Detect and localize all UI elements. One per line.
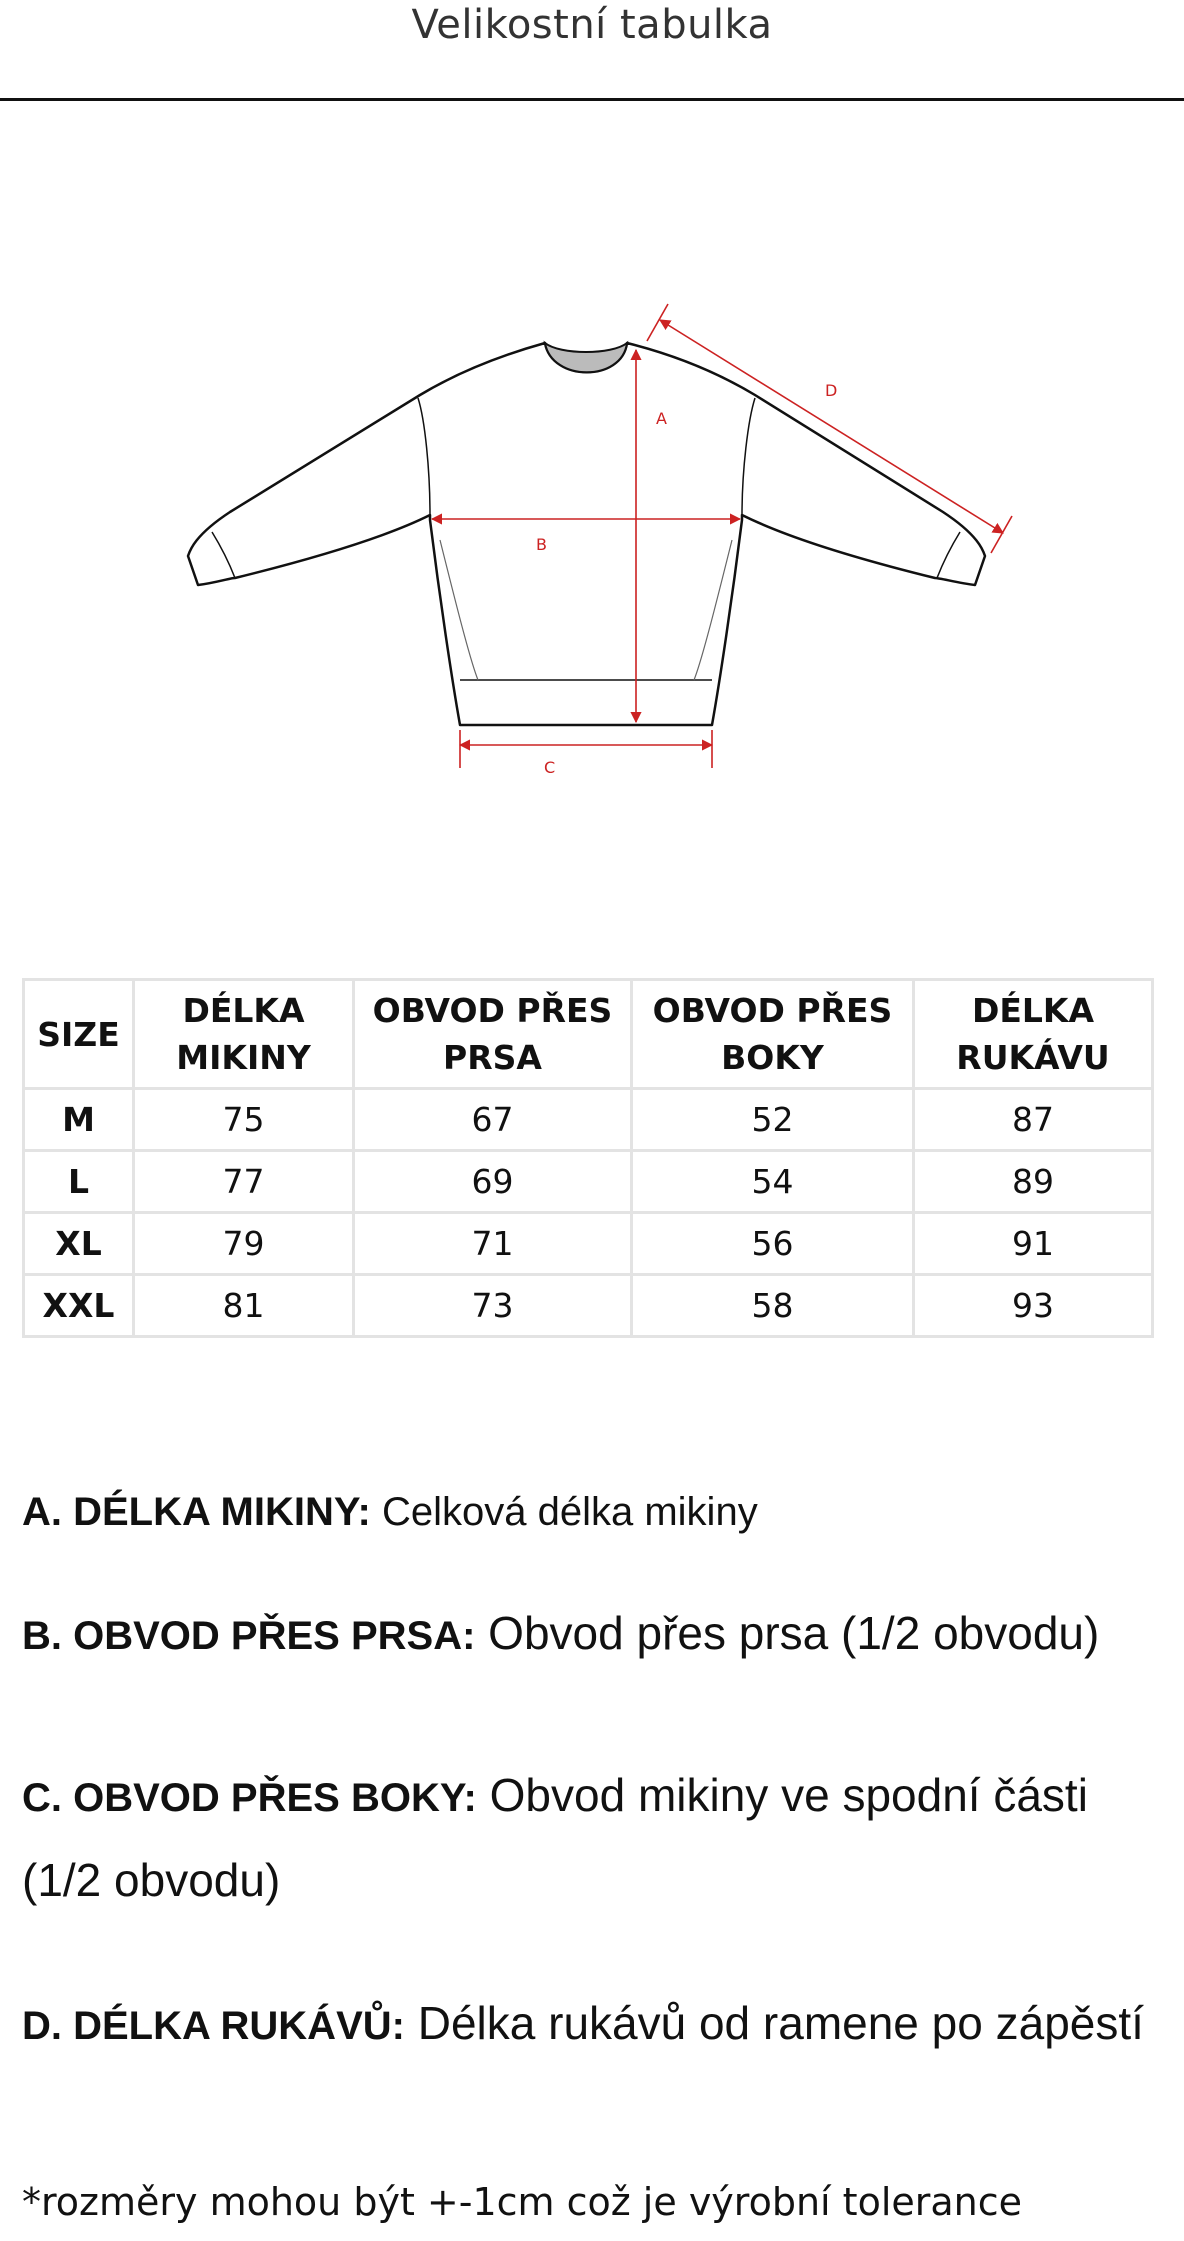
label-d: D (825, 381, 838, 400)
table-row (24, 1213, 1153, 1275)
label-c: C (544, 758, 556, 777)
measurement-lines (432, 304, 1012, 768)
header-size: SIZE (24, 980, 134, 1089)
table-cell: 67 (354, 1089, 632, 1151)
table-cell: 71 (354, 1213, 632, 1275)
table-row (24, 1151, 1153, 1213)
header (0, 0, 1184, 101)
definition-d-label: D. DÉLKA RUKÁVŮ: (22, 2004, 405, 2048)
definition-c-text: Obvod mikiny ve spodní části (1/2 obvodu) (22, 1769, 1088, 1906)
table-cell: 58 (632, 1275, 914, 1337)
sweatshirt-diagram (170, 290, 1020, 790)
table-cell: 54 (632, 1151, 914, 1213)
size-cell: L (24, 1151, 134, 1213)
definition-a (22, 1490, 1172, 1535)
size-cell: M (24, 1089, 134, 1151)
measurement-labels (536, 381, 837, 777)
table-cell: 73 (354, 1275, 632, 1337)
header-obvod-pres-boky: OBVOD PŘES BOKY (632, 980, 914, 1089)
definition-d-text: Délka rukávů od ramene po zápěstí (404, 1997, 1144, 2049)
definition-b-text: Obvod přes prsa (1/2 obvodu) (475, 1607, 1100, 1659)
table-cell: 75 (134, 1089, 354, 1151)
label-b: B (536, 535, 547, 554)
collar-rib (545, 343, 627, 372)
tolerance-note: *rozměry mohou být +-1cm což je výrobní tolerance (22, 2180, 1023, 2224)
table-cell: 91 (914, 1213, 1153, 1275)
table-cell: 77 (134, 1151, 354, 1213)
label-a: A (656, 409, 667, 428)
definition-c-label: C. OBVOD PŘES BOKY: (22, 1776, 477, 1820)
definition-c (22, 1754, 1172, 1921)
table-cell: 89 (914, 1151, 1153, 1213)
size-cell: XXL (24, 1275, 134, 1337)
header-delka-mikiny: DÉLKA MIKINY (134, 980, 354, 1089)
table-cell: 93 (914, 1275, 1153, 1337)
header-obvod-pres-prsa: OBVOD PŘES PRSA (354, 980, 632, 1089)
definition-a-label: A. DÉLKA MIKINY: (22, 1490, 371, 1534)
table-row (24, 1275, 1153, 1337)
definition-b (22, 1606, 1172, 1660)
table-cell: 56 (632, 1213, 914, 1275)
table-row (24, 1089, 1153, 1151)
definition-a-text: Celková délka mikiny (370, 1490, 758, 1534)
definition-d (22, 1982, 1172, 2067)
table-cell: 79 (134, 1213, 354, 1275)
table-cell: 52 (632, 1089, 914, 1151)
sweatshirt-outline (188, 343, 985, 725)
size-table (22, 978, 1154, 1338)
table-cell: 81 (134, 1275, 354, 1337)
measure-d-line (660, 320, 1003, 533)
table-cell: 69 (354, 1151, 632, 1213)
table-header-row (24, 980, 1153, 1089)
page-title: Velikostní tabulka (411, 2, 773, 48)
size-cell: XL (24, 1213, 134, 1275)
definition-b-label: B. OBVOD PŘES PRSA: (22, 1614, 476, 1658)
table-cell: 87 (914, 1089, 1153, 1151)
header-delka-rukavu: DÉLKA RUKÁVU (914, 980, 1153, 1089)
